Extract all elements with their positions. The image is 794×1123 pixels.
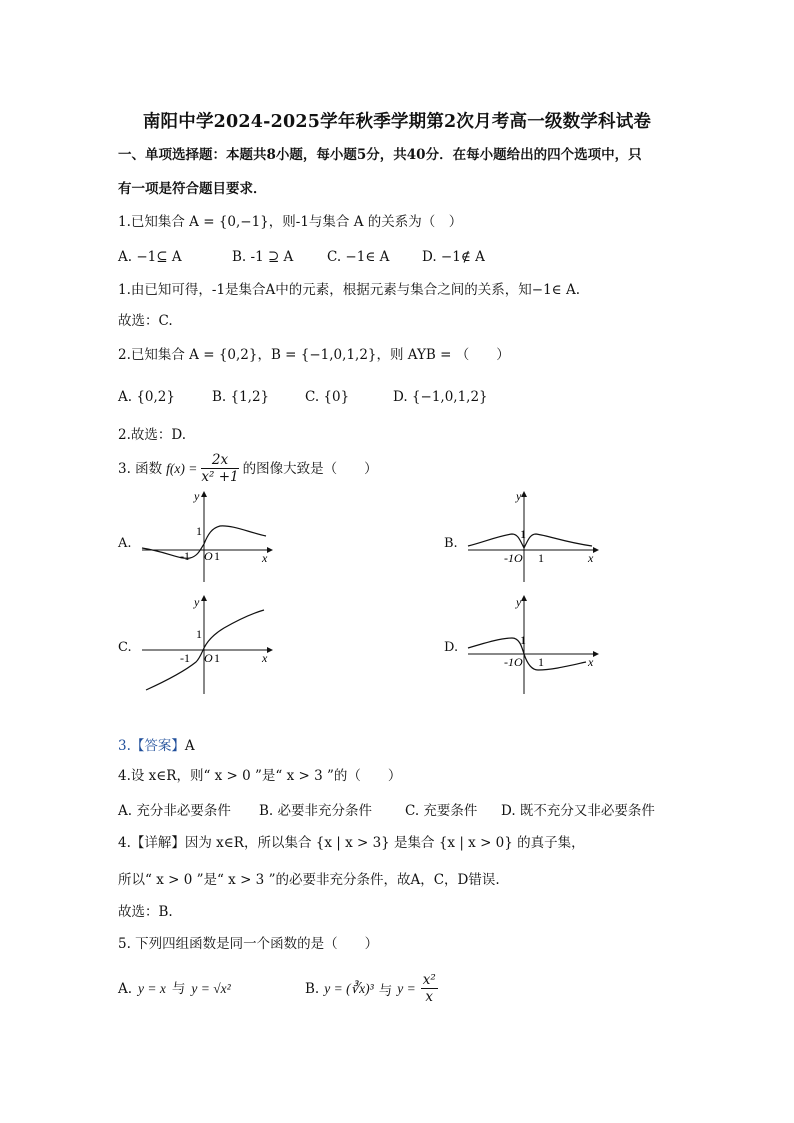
graph-c-x-label: x <box>262 651 268 665</box>
graph-d-label: D. <box>444 640 459 655</box>
graph-c-label: C. <box>118 640 132 655</box>
q3-stem-suffix: 的图像大致是（ ） <box>242 460 378 477</box>
exam-title: 南阳中学2024-2025学年秋季学期第2次月考高一级数学科试卷 <box>142 112 652 132</box>
q3-frac-den: x² +1 <box>201 469 239 485</box>
q4-stem: 4.设 x∈R，则“ x > 0 ”是“ x > 3 ”的（ ） <box>118 768 402 784</box>
graph-c-tick-x1: 1 <box>214 651 220 665</box>
q3-stem-prefix: 3. 函数 <box>118 460 163 477</box>
graph-d-origin: -1O <box>504 655 523 669</box>
q2-stem: 2.已知集合 A = {0,2}，B = {−1,0,1,2}，则 AYB = （ ） <box>118 347 510 363</box>
q3-answer <box>118 737 195 755</box>
graph-b-tick-x1: 1 <box>538 551 544 565</box>
q3-stem <box>118 452 378 485</box>
q5-option-b-num: x² <box>422 972 436 988</box>
q5-option-b-fraction <box>421 972 438 1005</box>
section-heading-line1: 一、单项选择题：本题共8小题，每小题5分，共40分．在每小题给出的四个选项中，只 <box>118 147 642 163</box>
q1-option-c: C. −1∈ A <box>327 249 390 265</box>
q3-answer-prefix: 3. <box>118 738 131 754</box>
q1-answer: 故选：C. <box>118 313 173 329</box>
q1-solution: 1.由已知可得，-1是集合A中的元素，根据元素与集合之间的关系，知−1∈ A. <box>118 282 581 298</box>
graph-b-tick-1: 1 <box>520 527 526 541</box>
q2-option-d: D. {−1,0,1,2} <box>393 389 488 405</box>
q1-option-b: B. -1 ⊇ A <box>232 249 294 265</box>
q3-func-lhs: f(x) = <box>166 460 198 476</box>
q2-option-a: A. {0,2} <box>118 389 175 405</box>
q3-frac-num: 2x <box>201 452 238 469</box>
graph-b-y-label: y <box>516 489 522 503</box>
graph-a-x-label: x <box>262 551 268 565</box>
q5-option-b-mid: 与 <box>378 982 393 999</box>
q4-answer: 故选：B. <box>118 904 173 920</box>
q5-option-b-lhs: y = <box>397 980 416 996</box>
q2-option-c: C. {0} <box>305 389 350 405</box>
graph-a-tick-neg1: -1 <box>180 549 190 563</box>
graph-c-origin: O <box>204 651 213 665</box>
graph-a-tick-1: 1 <box>196 524 202 538</box>
q5-stem: 5. 下列四组函数是同一个函数的是（ ） <box>118 936 379 952</box>
graph-a-label: A. <box>118 536 132 551</box>
graph-b <box>464 488 604 584</box>
q5-option-a <box>118 980 231 998</box>
graph-c-y-label: y <box>194 595 200 609</box>
graph-a-y-label: y <box>194 489 200 503</box>
q3-fraction <box>201 452 238 485</box>
q5-option-a-mid: 与 <box>171 981 186 997</box>
section-heading-line2: 有一项是符合题目要求． <box>118 181 267 197</box>
graph-c-tick-1: 1 <box>196 627 202 641</box>
graph-c-tick-neg1: -1 <box>180 651 190 665</box>
q4-option-b: B. 必要非充分条件 <box>259 803 373 819</box>
q1-option-a: A. −1⊆ A <box>118 249 182 265</box>
q4-option-d: D. 既不充分又非必要条件 <box>501 803 655 819</box>
q1-option-d: D. −1∉ A <box>422 249 485 265</box>
q5-option-b-den: x <box>425 989 434 1005</box>
graph-a-origin: O <box>204 549 213 563</box>
q4-option-a: A. 充分非必要条件 <box>118 803 231 819</box>
graph-d <box>464 592 604 696</box>
graph-d-x-label: x <box>588 655 594 669</box>
graph-d-y-label: y <box>516 595 522 609</box>
graph-b-curve <box>468 534 592 548</box>
graph-b-x-label: x <box>588 551 594 565</box>
graph-a-tick-x1: 1 <box>214 549 220 563</box>
q5-option-a-expr1: y = x <box>138 981 166 996</box>
graph-d-tick-x1: 1 <box>538 655 544 669</box>
q4-detail-line2: 所以“ x > 0 ”是“ x > 3 ”的必要非充分条件，故A，C，D错误. <box>118 872 500 888</box>
graph-d-tick-1: 1 <box>520 633 526 647</box>
q2-option-b: B. {1,2} <box>212 389 270 405</box>
q1-stem: 1.已知集合 A = {0,−1}，则-1与集合 A 的关系为（ ） <box>118 214 463 230</box>
q3-answer-value: A <box>184 738 195 754</box>
q5-option-b-expr1: y = (∛x)³ <box>324 980 374 996</box>
q3-answer-tag: 【答案】 <box>130 738 185 754</box>
q5-option-b <box>305 972 438 1005</box>
q4-option-c: C. 充要条件 <box>405 803 478 819</box>
q5-option-a-label: A. <box>118 981 133 997</box>
q2-answer: 2.故选：D. <box>118 427 187 443</box>
graph-b-label: B. <box>444 536 458 551</box>
q4-detail-line1: 4.【详解】因为 x∈R，所以集合 {x | x > 3} 是集合 {x | x > 0} 的真子集， <box>118 835 585 851</box>
graph-c <box>138 592 278 696</box>
graph-b-origin: -1O <box>504 551 523 565</box>
graph-a <box>138 488 278 584</box>
q5-option-a-expr2: y = √x² <box>191 981 231 996</box>
q5-option-b-label: B. <box>305 980 320 997</box>
